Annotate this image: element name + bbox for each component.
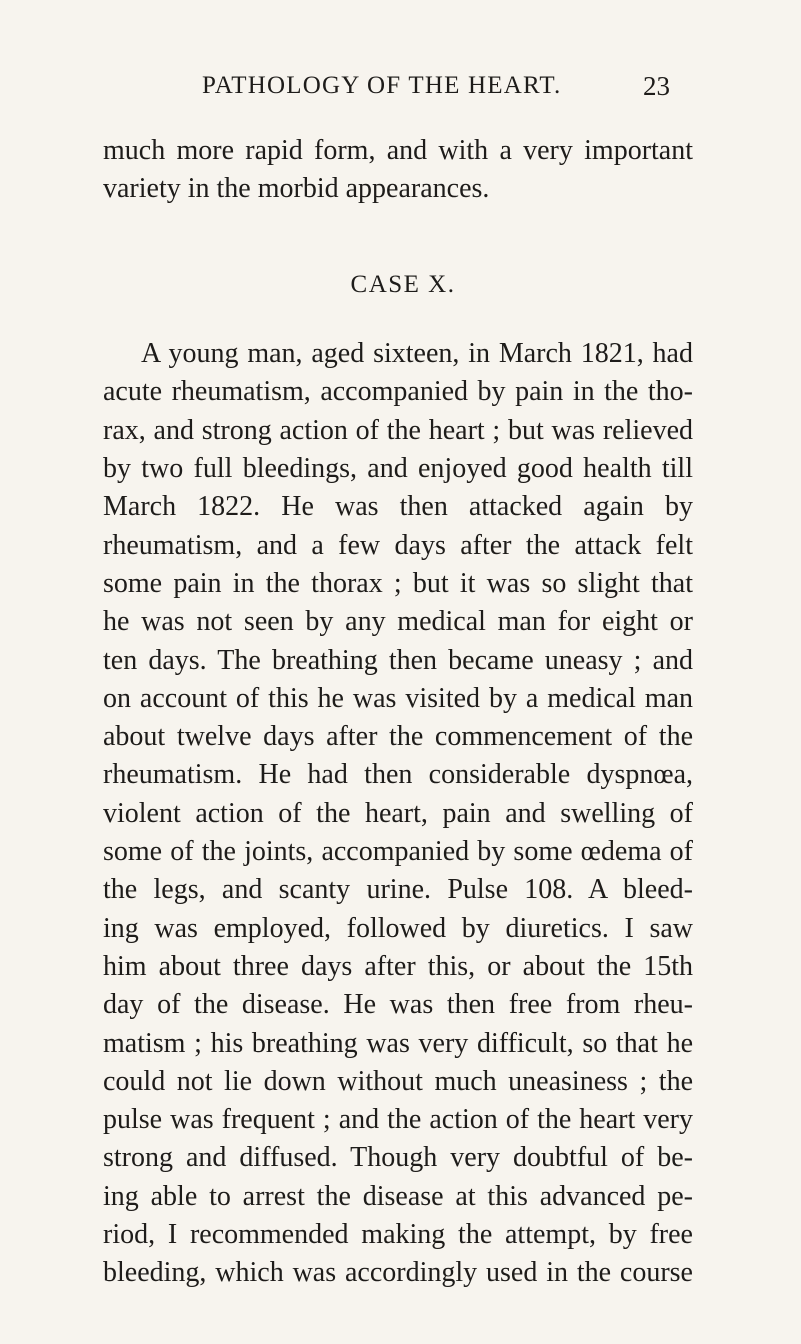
page-number: 23 (643, 71, 670, 101)
text-line: day of the disease. He was then free from rheu- (103, 989, 693, 1021)
text-line: the legs, and scanty urine. Pulse 108. A bleed- (103, 874, 693, 906)
text-line: some pain in the thorax ; but it was so slight that (103, 567, 693, 599)
text-line: some of the joints, accompanied by some œdema of (103, 836, 693, 868)
text-line: riod, I recommended making the attempt, by free (103, 1219, 693, 1251)
text-line: on account of this he was visited by a medical man (103, 682, 693, 714)
running-title: PATHOLOGY OF THE HEART. (202, 72, 562, 99)
text-line: rax, and strong action of the heart ; but was relieved (103, 414, 693, 446)
text-line: him about three days after this, or about the 15th (103, 950, 693, 982)
text-line: ing able to arrest the disease at this advanced pe- (103, 1180, 693, 1212)
running-head (0, 66, 801, 106)
body-text (103, 132, 693, 1293)
text-line: much more rapid form, and with a very important (103, 135, 693, 166)
text-line: matism ; his breathing was very difficult, so that he (103, 1027, 693, 1059)
text-line: rheumatism, and a few days after the attack felt (103, 529, 693, 561)
text-line: variety in the morbid appearances. (103, 173, 490, 205)
text-line: violent action of the heart, pain and swelling of (103, 797, 693, 829)
text-line: pulse was frequent ; and the action of the heart very (103, 1104, 693, 1136)
text-line: bleeding, which was accordingly used in the course (103, 1257, 693, 1289)
text-line: rheumatism. He had then considerable dyspnœa, (103, 759, 693, 791)
text-line: he was not seen by any medical man for eight or (103, 606, 693, 638)
text-line: acute rheumatism, accompanied by pain in the tho- (103, 376, 693, 408)
text-line: could not lie down without much uneasiness ; the (103, 1065, 693, 1097)
text-line: ten days. The breathing then became uneasy ; and (103, 644, 693, 676)
text-line: strong and diffused. Though very doubtful of be- (103, 1142, 693, 1174)
case-heading: CASE X. (350, 270, 456, 298)
text-line: about twelve days after the commencement of the (103, 721, 693, 753)
text-line: by two full bleedings, and enjoyed good health till (103, 453, 693, 485)
text-line: ing was employed, followed by diuretics. I saw (103, 912, 693, 944)
text-line: A young man, aged sixteen, in March 1821, had (141, 338, 693, 370)
text-line: March 1822. He was then attacked again by (103, 491, 693, 523)
